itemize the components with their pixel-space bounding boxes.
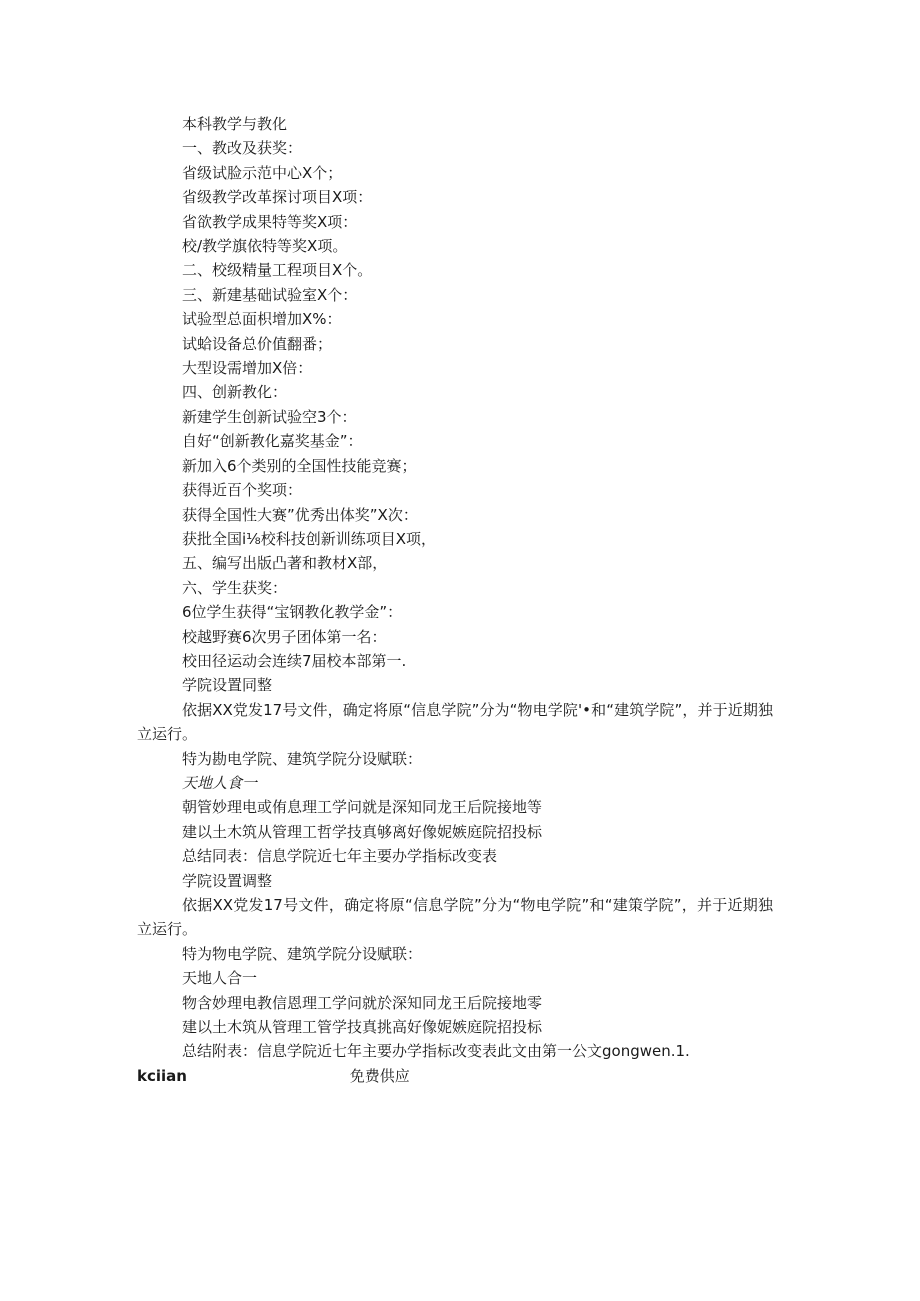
- text-line: 本科教学与教化: [182, 115, 288, 133]
- text-line: 校越野赛6次男子团体第一名：: [182, 627, 387, 646]
- text-line: 建以土木筑从管理工哲学技真够离好像妮嫉庭院招投标: [182, 822, 543, 841]
- text-line: 学院设置调整: [182, 871, 273, 890]
- text-line: 特为勘电学院、建筑学院分设赋联：: [182, 749, 423, 768]
- text-line: 大型设需增加X倍：: [182, 359, 313, 378]
- paragraph-college-restructure-2: 依据XX党发17号文件，确定将原“信息学院”分为“物电学院”和“建策学院”，并于近期独立运行。: [137, 896, 773, 939]
- footer-free-supply-text: 免费供应: [349, 1066, 410, 1085]
- text-line: 试验型总面枳增加X%：: [182, 310, 342, 329]
- text-line: 天地人合一: [182, 969, 258, 988]
- text-line: 总结附表：信息学院近七年主要办学指标改变表此文由第一公文gongwen.1.: [182, 1042, 690, 1061]
- text-line: 四、创新教化：: [182, 383, 288, 402]
- text-line: 校/教学旗依特等奖X项。: [182, 237, 348, 256]
- text-line: 三、新建基础试验室X个：: [182, 285, 358, 304]
- text-line: 获得近百个奖项：: [182, 481, 303, 500]
- text-line: 天地人食一: [182, 773, 258, 792]
- text-line: 省欲教学成果特等奖X项：: [182, 212, 358, 231]
- text-line: 试蛤设备总价值翻番；: [182, 334, 333, 353]
- text-line: 校田径运动会连续7届校本部第一.: [182, 651, 407, 670]
- document-body: [137, 112, 773, 1088]
- footer-line: [137, 1064, 773, 1088]
- text-line: 新加入6个类别的全国性技能竞赛；: [182, 456, 417, 475]
- text-line: 特为物电学院、建筑学院分设赋联：: [182, 944, 423, 963]
- text-line: 新建学生创新试验空3个：: [182, 407, 357, 426]
- text-line: 自好“创新教化嘉奖基金”：: [182, 432, 363, 451]
- text-line: 获得全国性大赛”优秀出体奖”X次：: [182, 505, 418, 524]
- paragraph-college-restructure: 依据XX党发17号文件，确定将原“信息学院”分为“物电学院'•和“建筑学院”，并于近期独立运行。: [137, 700, 773, 744]
- text-line: 建以土木筑从管理工管学技真挑高好像妮嫉庭院招投标: [182, 1018, 543, 1037]
- text-line: 省级试脸示范中心X个；: [182, 163, 343, 182]
- text-line: 总结同表：信息学院近七年主要办学指标改变表: [182, 847, 498, 866]
- text-line: 省级教学改革探讨项目X项：: [182, 188, 373, 207]
- text-line: 二、校级精量工程项目X个。: [182, 261, 373, 280]
- text-line: 学院设置同整: [182, 676, 273, 695]
- text-line: 五、编写出版凸著和教材X部，: [182, 554, 388, 573]
- text-line: 六、学生获奖：: [182, 578, 288, 597]
- text-line: 获批全国i⅛校科技创新训练项目X项，: [182, 529, 436, 548]
- text-line: 6位学生获得“宝钢教化教学金”：: [182, 603, 403, 622]
- text-line: 朝管妙理电或侑息理工学问就是深知同龙王后院接地等: [182, 798, 543, 817]
- text-line: 一、教改及获奖：: [182, 139, 303, 158]
- text-line: 物含妙理电教信恩理工学问就於深知同龙王后院接地零: [182, 993, 543, 1012]
- footer-source-text: kciian: [137, 1066, 187, 1085]
